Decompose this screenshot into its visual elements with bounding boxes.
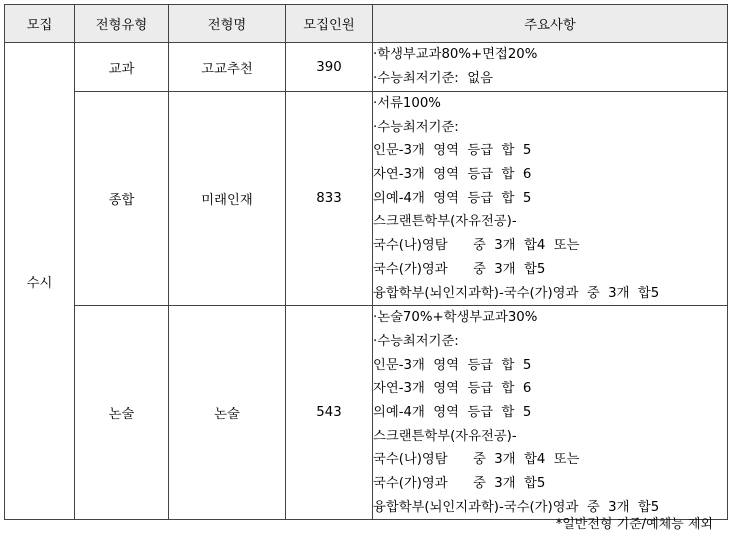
footnote: *일반전형 기준/예체능 제외 (555, 517, 713, 532)
header-count: 모집인원 (286, 5, 373, 43)
count-cell: 543 (286, 306, 373, 520)
note-line: 융합학부(뇌인지과학)-국수(가)영과 중 3개 합5 (373, 499, 660, 515)
note-line: ·수능최저기준: (373, 119, 459, 135)
count-cell: 833 (286, 92, 373, 306)
note-line: ·학생부교과80%+면접20% (373, 47, 538, 62)
note-line: ·서류100% (373, 96, 441, 111)
note-line: 스크랜튼학부(자유전공)- (373, 214, 517, 230)
header-notes: 주요사항 (373, 5, 728, 43)
note-line: 국수(가)영과 중 3개 합5 (373, 261, 546, 277)
note-line: 인문-3개 영역 등급 합 5 (373, 357, 532, 373)
type-cell: 종합 (75, 92, 169, 306)
name-cell: 미래인재 (169, 92, 286, 306)
note-line: 의예-4개 영역 등급 합 5 (373, 190, 532, 206)
name-cell: 고교추천 (169, 43, 286, 92)
note-line: 국수(나)영탐 중 3개 합4 또는 (373, 452, 580, 468)
note-line: 인문-3개 영역 등급 합 5 (373, 143, 532, 159)
note-line: 의예-4개 영역 등급 합 5 (373, 404, 532, 420)
note-line: ·수능최저기준: (373, 333, 459, 349)
note-line: 스크랜튼학부(자유전공)- (373, 428, 517, 444)
note-line: 국수(가)영과 중 3개 합5 (373, 476, 546, 491)
notes-cell (373, 306, 728, 520)
note-line: ·수능최저기준: 없음 (373, 70, 493, 86)
table-row (5, 306, 728, 520)
header-name: 전형명 (169, 5, 286, 43)
header-type: 전형유형 (75, 5, 169, 43)
count-cell: 390 (286, 43, 373, 92)
name-cell: 논술 (169, 306, 286, 520)
table-header-row (5, 5, 728, 43)
note-line: 융합학부(뇌인지과학)-국수(가)영과 중 3개 합5 (373, 285, 660, 301)
table-row (5, 43, 728, 92)
notes-cell (373, 43, 728, 92)
header-recruit: 모집 (5, 5, 75, 43)
notes-cell (373, 92, 728, 306)
recruit-cell: 수시 (5, 43, 75, 520)
note-line: ·논술70%+학생부교과30% (373, 310, 538, 326)
note-line: 국수(나)영탐 중 3개 합4 또는 (373, 238, 580, 254)
type-cell: 논술 (75, 306, 169, 520)
admission-table (4, 4, 728, 520)
note-line: 자연-3개 영역 등급 합 6 (373, 167, 532, 183)
table-row (5, 92, 728, 306)
note-line: 자연-3개 영역 등급 합 6 (373, 381, 532, 397)
type-cell: 교과 (75, 43, 169, 92)
